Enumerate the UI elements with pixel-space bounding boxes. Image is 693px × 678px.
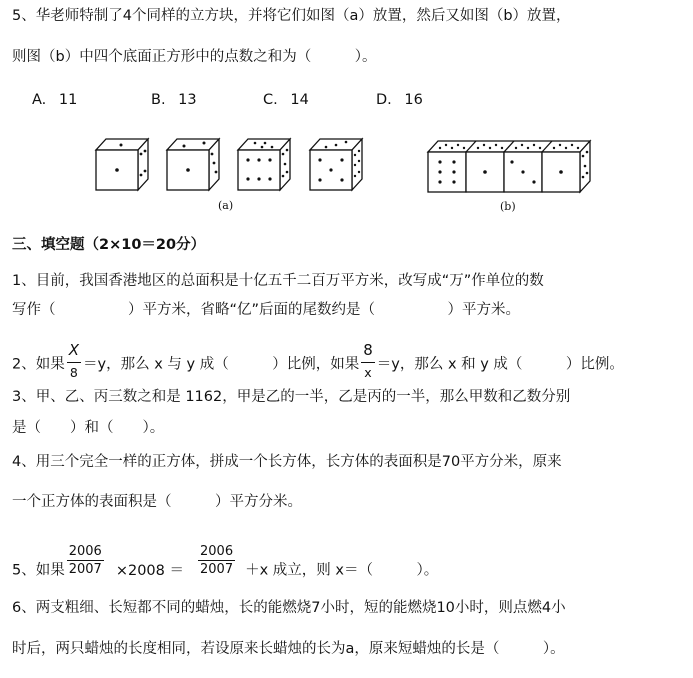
q2-fraction-x-over-8 [67, 343, 81, 380]
option-b-value: 13 [178, 92, 197, 108]
option-d [376, 90, 423, 110]
option-c-value: 14 [290, 92, 309, 108]
q1-line1: 1、目前，我国香港地区的总面积是十亿五千二百万平方米，改写成“万”作单位的数 [12, 273, 544, 289]
option-c-letter: C. [263, 92, 278, 108]
q2-frac1-den: 8 [69, 365, 78, 380]
dice-figure [0, 130, 693, 220]
q5-frac2-den: 2007 [200, 562, 234, 577]
q2-frac1-num: X [67, 343, 81, 363]
q2-mid2: ＝y，那么 x 和 y 成（ ）比例。 [376, 356, 624, 373]
option-a-value: 11 [58, 92, 78, 108]
q5-frac2-num: 2006 [200, 544, 234, 559]
q2-mid1: ＝y，那么 x 与 y 成（ ）比例，如果 [83, 356, 360, 373]
cube-a1 [96, 139, 148, 190]
q6-line1: 6、两支粗细、长短都不同的蜡烛，长的能燃烧7小时，短的能燃烧10小时，则点燃4小 [12, 600, 566, 616]
q5-suffix: ＋x 成立，则 x＝（ ）。 [245, 562, 439, 579]
caption-b: (b) [500, 200, 516, 213]
option-d-letter: D. [376, 92, 392, 108]
q2-fraction-8-over-x [361, 343, 375, 380]
q2-frac2-den: x [364, 365, 372, 380]
caption-a: (a) [218, 199, 234, 212]
q4-line2: 一个正方体的表面积是（ ）平方分米。 [12, 494, 302, 510]
q5-prefix: 5、如果 [12, 562, 65, 579]
q3-line1: 3、甲、乙、丙三数之和是 1162，甲是乙的一半，乙是丙的一半，那么甲数和乙数分别 [12, 389, 571, 405]
q5-mid: ×2008 ＝ [115, 562, 184, 579]
dice-question-line1: 5、华老师特制了4个同样的立方块，并将它们如图（a）放置，然后又如图（b）放置， [12, 8, 571, 24]
q3-line2: 是（ ）和（ ）。 [12, 420, 165, 436]
q5-frac1-num: 2006 [68, 544, 102, 559]
option-b-letter: B. [151, 92, 166, 108]
option-c [263, 90, 309, 110]
cube-a3 [238, 139, 290, 190]
dice-question-line2: 则图（b）中四个底面正方形中的点数之和为（ ）。 [12, 49, 377, 65]
q4-line1: 4、用三个完全一样的正方体，拼成一个长方体，长方体的表面积是70平方分米，原来 [12, 454, 562, 470]
section-title: 三、填空题（2×10＝20分） [12, 237, 206, 253]
q5-line [12, 544, 439, 586]
q2-prefix: 2、如果 [12, 356, 65, 373]
option-b [151, 90, 197, 110]
q2-line [12, 341, 624, 383]
q2-frac2-num: 8 [361, 343, 375, 363]
q6-line2: 时后，两只蜡烛的长度相同，若设原来长蜡烛的长为a，原来短蜡烛的长是（ ）。 [12, 641, 565, 657]
q1-line2: 写作（ ）平方米，省略“亿”后面的尾数约是（ ）平方米。 [12, 302, 521, 318]
q5-fraction-1 [67, 545, 104, 576]
option-a-letter: A. [32, 92, 47, 108]
option-a [32, 90, 77, 110]
q5-fraction-2 [198, 545, 235, 576]
q5-frac1-den: 2007 [68, 562, 102, 577]
option-d-value: 16 [404, 92, 423, 108]
cube-a2 [167, 139, 219, 190]
